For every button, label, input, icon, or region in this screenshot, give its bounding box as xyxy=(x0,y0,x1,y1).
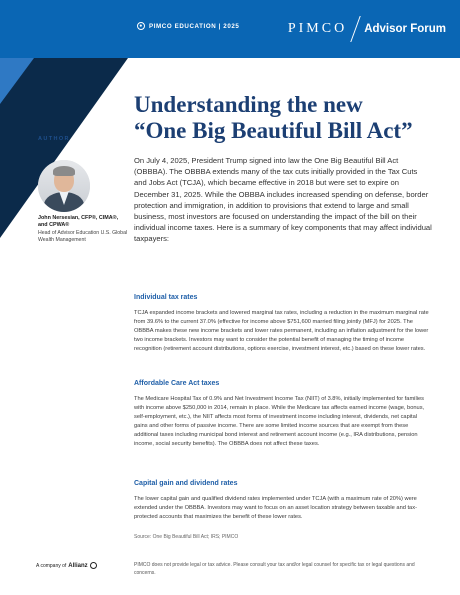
section-body-capital-gain: The lower capital gain and qualified dividend rates implemented under TCJA (with a maximum rate of 20%) were extended under the OBBBA. Investors may want to focus on an asset location strategy between taxable and tax-protected accounts that maximizes the benefit of these lower rates. xyxy=(134,496,417,521)
page-title xyxy=(134,92,444,144)
intro-paragraph: On July 4, 2025, President Trump signed into law the One Big Beautiful Bill Act (OBBBA). The OBBBA extends many of the tax cuts initially provided in the Tax Cuts and Jobs Act (TCJA), which became effective in 2018 but were set to expire on December 31, 2025. While the OBBBA includes increased spending on defense, border protection and immigration, in addition to provisions that extend to large and small business, most investors are focused on understanding the impact of the bill on their individual income taxes. Here is a summary of key components that may affect individual taxpayers: xyxy=(134,156,432,244)
section-body-affordable-care-act: The Medicare Hospital Tax of 0.9% and Net Investment Income Tax (NIIT) of 3.8%, initially implemented for families with income above $250,000 in 2014, remain in place. While the Medicare tax affects earned income (wage, bonus, self-employment, etc.), the NIIT affects most forms of investment income including interest, dividends, net capital gains and other forms of passive income. There are some limited income sources that are exempt from these additional taxes including municipal bond interest and retirement account income (e.g., IRA distributions, pension income, social security benefits). The OBBBA does not affect these taxes. xyxy=(134,396,425,448)
pimco-mark-icon: ● xyxy=(137,22,145,30)
header-band xyxy=(0,0,460,58)
brand-logo xyxy=(288,16,446,42)
company-name: Allianz xyxy=(68,562,88,569)
brand-forum: Advisor Forum xyxy=(364,23,446,35)
section-heading-capital-gain: Capital gain and dividend rates xyxy=(134,480,238,487)
company-attribution xyxy=(36,562,97,569)
disclaimer: PIMCO does not provide legal or tax advice. Please consult your tax and/or legal counsel for specific tax or legal questions and concerns. xyxy=(134,562,415,576)
brand-divider xyxy=(350,16,360,42)
company-prefix: A company of xyxy=(36,562,67,569)
section-heading-affordable-care-act: Affordable Care Act taxes xyxy=(134,380,220,387)
education-label xyxy=(137,22,239,30)
author-name: John Nersesian, CFP®, CIMA®, and CPWA® xyxy=(38,215,119,229)
allianz-logo-icon xyxy=(90,562,97,569)
education-text: PIMCO EDUCATION | 2025 xyxy=(149,22,240,30)
title-line-1: Understanding the new xyxy=(134,92,363,117)
brand-pimco: PIMCO xyxy=(287,21,348,36)
section-heading-individual-tax-rates: Individual tax rates xyxy=(134,294,198,301)
source-note: Source: One Big Beautiful Bill Act; IRS; PIMCO xyxy=(134,534,239,540)
section-body-individual-tax-rates: TCJA expanded income brackets and lowered marginal tax rates, including a reduction in the maximum marginal rate from 39.6% to the current 37.0% (effective for income above $751,600 married filing jointly (MFJ) for 2025. The OBBBA makes these new income brackets and lower rates permanent, including an inflation adjustment for the lower two income brackets. Investors may want to consider the potential benefit of managing the timing of income recognition (retirement account distributions, options exercise, investment interest, etc.) based on these lower rates. xyxy=(134,310,429,353)
title-line-2: “One Big Beautiful Bill Act” xyxy=(134,118,413,143)
author-label: AUTHOR xyxy=(38,136,70,142)
author-avatar xyxy=(38,160,90,212)
author-role: Head of Advisor Education U.S. Global Wealth Management xyxy=(38,230,128,244)
decorative-triangle-light xyxy=(0,58,34,104)
